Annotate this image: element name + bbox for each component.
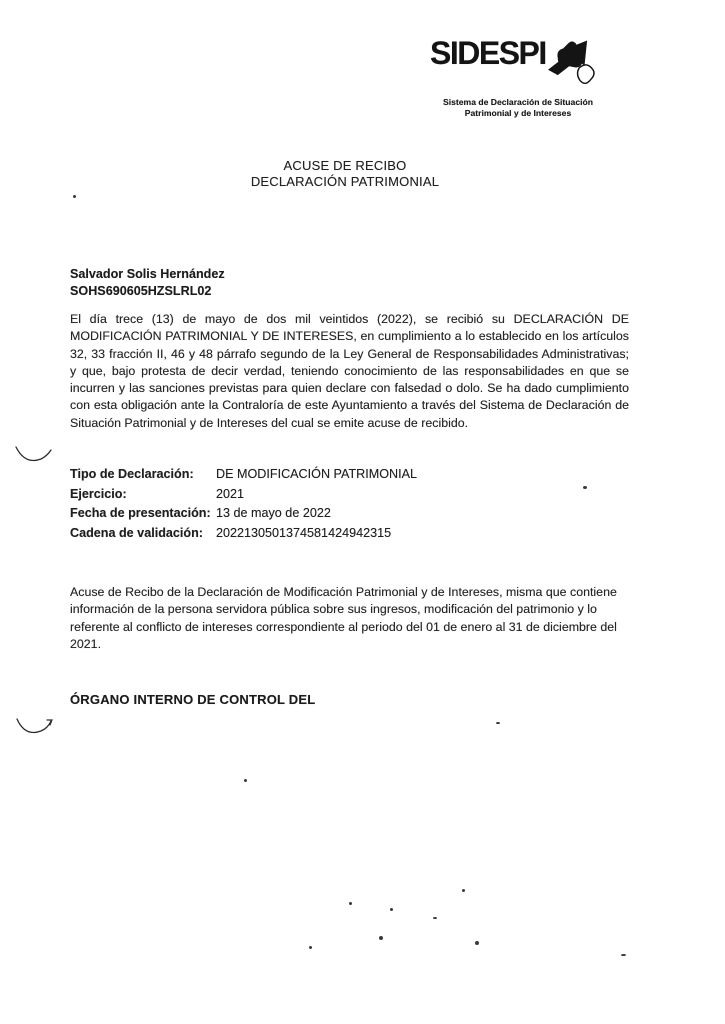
field-value-fecha: 13 de mayo de 2022 (216, 506, 331, 521)
scan-speck (73, 195, 76, 198)
scan-speck (433, 917, 437, 919)
scan-speck (583, 486, 587, 489)
field-row-tipo (70, 466, 417, 482)
sidespi-logo-wordmark: SIDESPI (430, 34, 546, 72)
footer-heading: ÓRGANO INTERNO DE CONTROL DEL (70, 692, 316, 707)
sidespi-arrow-map-icon (545, 28, 599, 97)
scan-speck (349, 902, 352, 905)
scan-speck (621, 954, 626, 956)
logo-tagline-line1: Sistema de Declaración de Situación (443, 97, 593, 107)
document-title-line2: DECLARACIÓN PATRIMONIAL (250, 174, 440, 189)
field-row-ejercicio (70, 486, 417, 502)
closing-paragraph: Acuse de Recibo de la Declaración de Modificación Patrimonial y de Intereses, misma que contiene información de la persona servidora pública sobre sus ingresos, modificación del patrimonio y lo referente al conflicto de intereses correspondiente al periodo del 01 de enero al 31 de diciembre del 2021. (70, 585, 617, 652)
scan-speck (475, 941, 479, 945)
declaration-fields (70, 466, 417, 544)
document-title-line1: ACUSE DE RECIBO (283, 158, 407, 173)
field-label-tipo: Tipo de Declaración: (70, 467, 194, 481)
scan-speck (244, 779, 247, 782)
scan-speck (462, 889, 465, 892)
field-label-fecha: Fecha de presentación: (70, 506, 211, 521)
pen-mark-curve-top (13, 441, 55, 474)
declarant-block (70, 266, 225, 299)
field-label-cadena: Cadena de validación: (70, 525, 203, 540)
body-paragraph: El día trece (13) de mayo de dos mil veintidos (2022), se recibió su DECLARACIÓN DE MODIFICACIÓN PATRIMONIAL Y DE INTERESES, en cumplimiento a lo establecido en los artículos 32, 33 fracción II, 46 y 48 párrafo segundo de la Ley General de Responsabilidades Administrativas; y que, bajo protesta de decir verdad, teniendo conocimiento de las responsabilidades en que se incurren y las sanciones previstas para quien declare con falsedad o dolo. Se ha dado cumplimiento con esta obligación ante la Contraloría de este Ayuntamiento a través del Sistema de Declaración de Situación Patrimonial y de Intereses del cual se emite acuse de recibido. (70, 312, 629, 430)
scan-speck (309, 946, 312, 949)
field-value-cadena: 2022130501374581424942315 (216, 525, 392, 540)
declarant-name: Salvador Solis Hernández (70, 267, 225, 281)
field-value-ejercicio: 2021 (216, 486, 245, 501)
scan-speck (390, 908, 393, 911)
field-value-tipo: DE MODIFICACIÓN PATRIMONIAL (216, 467, 418, 481)
logo-tagline-line2: Patrimonial y de Intereses (464, 107, 572, 118)
field-label-ejercicio: Ejercicio: (70, 486, 127, 501)
declarant-id: SOHS690605HZSLRL02 (70, 283, 212, 298)
pen-mark-curve-bottom (14, 711, 56, 746)
scan-speck (496, 722, 500, 724)
sidespi-logo (430, 36, 612, 118)
scan-speck (379, 936, 383, 940)
field-row-cadena (70, 525, 417, 541)
field-row-fecha (70, 505, 417, 521)
document-title (0, 158, 690, 190)
